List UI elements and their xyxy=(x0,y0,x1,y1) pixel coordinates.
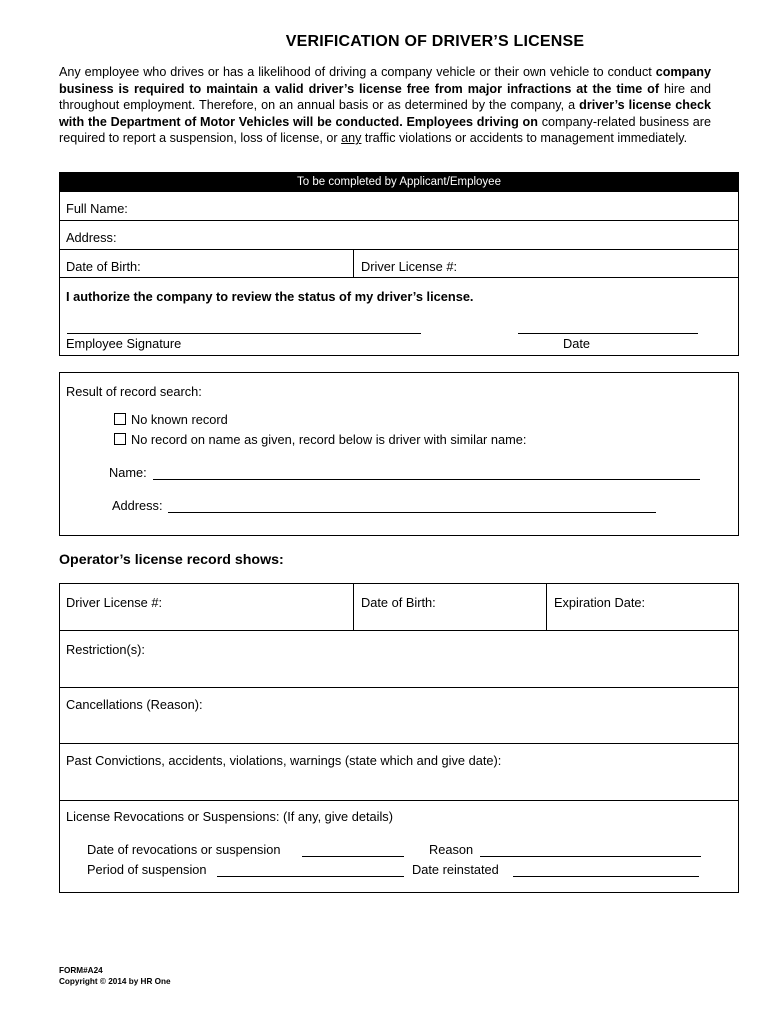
revocations-label: License Revocations or Suspensions: (If any, give details) xyxy=(66,809,393,824)
revocation-date-line[interactable] xyxy=(302,856,404,857)
form-number: FORM#A24 xyxy=(59,966,103,975)
intro-bold-1: company business is required to maintain a valid driver’s license free from major infractions at the time of xyxy=(59,65,711,96)
record-search-section xyxy=(59,372,739,536)
full-name-field[interactable] xyxy=(150,192,734,219)
operator-license-field[interactable] xyxy=(64,612,350,628)
date-label: Date xyxy=(563,336,591,351)
address-label: Address: xyxy=(66,230,117,245)
search-name-label: Name: xyxy=(109,465,147,480)
operator-dob-label: Date of Birth: xyxy=(361,595,436,610)
cancellations-label: Cancellations (Reason): xyxy=(66,697,203,712)
revocation-date-label: Date of revocations or suspension xyxy=(87,842,281,857)
reason-label: Reason xyxy=(429,842,474,857)
search-address-label: Address: xyxy=(112,498,163,513)
reason-line[interactable] xyxy=(480,856,701,857)
license-number-field[interactable] xyxy=(480,250,734,277)
similar-name-label: No record on name as given, record below is driver with similar name: xyxy=(131,432,527,447)
convictions-label: Past Convictions, accidents, violations, warnings (state which and give date): xyxy=(66,753,502,768)
search-name-line[interactable] xyxy=(153,479,700,480)
signature-line[interactable] xyxy=(67,333,421,334)
intro-text-3: company-related business are required to report a suspension, loss of license, or xyxy=(59,114,711,146)
dob-field[interactable] xyxy=(160,250,350,277)
intro-bold-2: driver’s license check with the Department of Motor Vehicles will be conducted. Employees driving on xyxy=(59,98,712,129)
operator-dob-field[interactable] xyxy=(356,612,544,628)
date-line[interactable] xyxy=(518,333,698,334)
restrictions-label: Restriction(s): xyxy=(66,642,145,657)
signature-label: Employee Signature xyxy=(66,336,182,351)
similar-name-checkbox[interactable] xyxy=(114,433,126,445)
authorize-statement: I authorize the company to review the status of my driver’s license. xyxy=(66,289,474,304)
page-footer xyxy=(59,965,171,987)
date-reinstated-label: Date reinstated xyxy=(412,862,499,877)
dob-label: Date of Birth: xyxy=(66,259,141,274)
intro-text-2: hire and throughout employment. Therefore, on an annual basis or as determined by the company, a xyxy=(59,81,711,113)
convictions-field[interactable] xyxy=(64,771,734,797)
license-number-label: Driver License #: xyxy=(361,259,458,274)
address-field[interactable] xyxy=(130,221,734,248)
applicant-section-header: To be completed by Applicant/Employee xyxy=(60,173,738,191)
record-search-title: Result of record search: xyxy=(66,384,202,399)
cancellations-field[interactable] xyxy=(64,715,734,739)
copyright-text: Copyright © 2014 by HR One xyxy=(59,977,171,986)
no-known-record-checkbox[interactable] xyxy=(114,413,126,425)
intro-text-1: Any employee who drives or has a likelihood of driving a company vehicle or their own vehicle to conduct xyxy=(59,65,656,79)
operator-section-title: Operator’s license record shows: xyxy=(59,552,284,568)
no-known-record-label: No known record xyxy=(131,412,228,427)
intro-paragraph xyxy=(59,64,711,147)
date-reinstated-line[interactable] xyxy=(513,876,699,877)
expiration-date-label: Expiration Date: xyxy=(554,595,646,610)
intro-underline-any: any xyxy=(341,131,362,146)
search-address-line[interactable] xyxy=(168,512,656,513)
operator-record-section xyxy=(59,583,739,893)
page-title: VERIFICATION OF DRIVER’S LICENSE xyxy=(285,33,585,50)
restrictions-field[interactable] xyxy=(64,660,734,684)
full-name-label: Full Name: xyxy=(66,201,128,216)
period-of-suspension-line[interactable] xyxy=(217,876,404,877)
expiration-date-field[interactable] xyxy=(549,612,734,628)
operator-license-label: Driver License #: xyxy=(66,595,163,610)
applicant-section xyxy=(59,172,739,356)
intro-text-4: traffic violations or accidents to management immediately. xyxy=(361,131,688,146)
period-of-suspension-label: Period of suspension xyxy=(87,862,207,877)
